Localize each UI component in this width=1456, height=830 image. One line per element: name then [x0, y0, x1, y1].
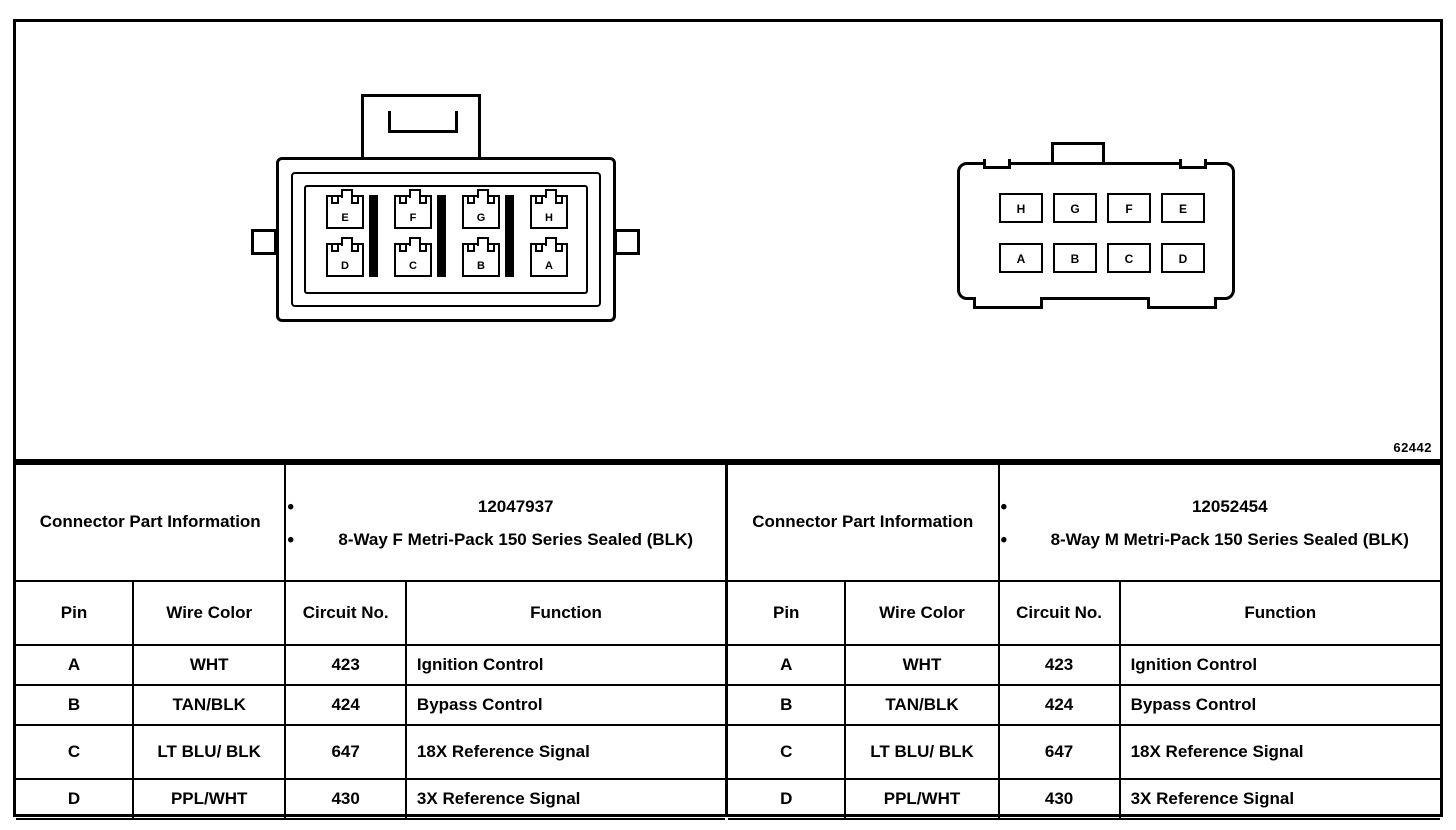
male-pin-cavity-F: F — [1107, 193, 1151, 223]
cell-function: 18X Reference Signal — [406, 725, 725, 779]
male-connector-drawing — [931, 127, 1261, 347]
column-header-wire-color: Wire Color — [845, 581, 998, 645]
male-connector-notch-left — [983, 159, 1011, 169]
cell-circuit-no: 430 — [285, 779, 406, 819]
cell-pin: A — [728, 645, 845, 685]
column-header-pin: Pin — [728, 581, 845, 645]
cell-wire-color: WHT — [845, 645, 998, 685]
cavity-notch-icon — [341, 189, 353, 198]
cavity-ear-left-icon — [399, 195, 407, 204]
cell-wire-color: PPL/WHT — [133, 779, 285, 819]
male-pin-cavity-H: H — [999, 193, 1043, 223]
female-pin-label-G: G — [476, 212, 486, 224]
cell-circuit-no: 647 — [999, 725, 1120, 779]
cavity-ear-left-icon — [467, 195, 475, 204]
male-pin-cavity-D: D — [1161, 243, 1205, 273]
male-connector-body — [957, 162, 1235, 300]
cell-pin: C — [16, 725, 133, 779]
table-row — [728, 645, 1440, 685]
part-description: • 8-Way F Metri-Pack 150 Series Sealed (BLK) — [306, 529, 725, 552]
column-header-circuit-no: Circuit No. — [999, 581, 1120, 645]
female-pin-label-A: A — [545, 260, 553, 272]
part-description: • 8-Way M Metri-Pack 150 Series Sealed (BLK) — [1020, 529, 1440, 552]
cell-pin: D — [728, 779, 845, 819]
cavity-notch-icon — [341, 237, 353, 246]
cell-circuit-no: 647 — [285, 725, 406, 779]
table-row — [728, 779, 1440, 819]
cell-wire-color: PPL/WHT — [845, 779, 998, 819]
connector-part-information-label: Connector Part Information — [16, 465, 285, 581]
cavity-ear-left-icon — [399, 243, 407, 252]
cell-pin: B — [728, 685, 845, 725]
female-connector-side-ear-right — [614, 229, 640, 255]
cell-wire-color: TAN/BLK — [133, 685, 285, 725]
cell-function: Ignition Control — [406, 645, 725, 685]
column-header-pin: Pin — [16, 581, 133, 645]
cell-pin: C — [728, 725, 845, 779]
female-pin-label-F: F — [409, 212, 417, 224]
cavity-notch-icon — [409, 189, 421, 198]
cell-pin: A — [16, 645, 133, 685]
cell-wire-color: LT BLU/ BLK — [845, 725, 998, 779]
cavity-notch-icon — [545, 237, 557, 246]
female-pin-label-E: E — [341, 212, 349, 224]
female-connector-divider-1 — [369, 195, 378, 277]
column-header-function: Function — [1120, 581, 1440, 645]
female-connector-table — [16, 465, 728, 814]
cavity-notch-icon — [409, 237, 421, 246]
cell-circuit-no: 424 — [999, 685, 1120, 725]
connector-part-information-label: Connector Part Information — [728, 465, 999, 581]
female-pin-cavity-A — [530, 243, 568, 277]
cell-wire-color: LT BLU/ BLK — [133, 725, 285, 779]
cell-wire-color: TAN/BLK — [845, 685, 998, 725]
female-connector-body — [276, 157, 616, 322]
female-pin-label-H: H — [545, 212, 553, 224]
connector-part-information-values — [999, 465, 1440, 581]
cell-function: Bypass Control — [406, 685, 725, 725]
table-row — [16, 779, 725, 819]
cavity-notch-icon — [477, 189, 489, 198]
female-connector-latch-notch — [388, 111, 458, 133]
female-connector-latch-tab — [361, 94, 481, 162]
cell-pin: D — [16, 779, 133, 819]
female-connector-divider-3 — [505, 195, 514, 277]
male-pin-cavity-G: G — [1053, 193, 1097, 223]
cell-circuit-no: 430 — [999, 779, 1120, 819]
connector-tables — [13, 462, 1443, 817]
cell-function: 3X Reference Signal — [1120, 779, 1440, 819]
female-pin-cavity-D — [326, 243, 364, 277]
figure-number: 62442 — [1393, 440, 1432, 455]
table-row — [16, 645, 725, 685]
male-connector-foot-right — [1147, 297, 1217, 309]
male-connector-table — [728, 465, 1440, 814]
female-pin-cavity-H — [530, 195, 568, 229]
cavity-notch-icon — [477, 237, 489, 246]
cell-circuit-no: 423 — [999, 645, 1120, 685]
cell-circuit-no: 423 — [285, 645, 406, 685]
cavity-ear-left-icon — [535, 195, 543, 204]
column-header-function: Function — [406, 581, 725, 645]
cavity-ear-left-icon — [331, 195, 339, 204]
cavity-ear-left-icon — [331, 243, 339, 252]
cell-function: 18X Reference Signal — [1120, 725, 1440, 779]
male-pin-cavity-C: C — [1107, 243, 1151, 273]
table-row — [728, 725, 1440, 779]
cell-wire-color: WHT — [133, 645, 285, 685]
table-row — [728, 685, 1440, 725]
female-pin-cavity-E — [326, 195, 364, 229]
female-pin-label-B: B — [477, 260, 485, 272]
connector-part-information-values — [285, 465, 725, 581]
cell-function: Ignition Control — [1120, 645, 1440, 685]
part-number: • 12052454 — [1020, 496, 1440, 519]
female-pin-label-D: D — [341, 260, 349, 272]
table-row — [16, 685, 725, 725]
cell-function: 3X Reference Signal — [406, 779, 725, 819]
female-pin-cavity-B — [462, 243, 500, 277]
cell-pin: B — [16, 685, 133, 725]
cell-function: Bypass Control — [1120, 685, 1440, 725]
column-header-circuit-no: Circuit No. — [285, 581, 406, 645]
female-pin-cavity-F — [394, 195, 432, 229]
female-connector-side-ear-left — [251, 229, 277, 255]
cavity-ear-left-icon — [467, 243, 475, 252]
female-pin-cavity-G — [462, 195, 500, 229]
cavity-notch-icon — [545, 189, 557, 198]
female-pin-cavity-C — [394, 243, 432, 277]
male-pin-cavity-B: B — [1053, 243, 1097, 273]
male-connector-foot-left — [973, 297, 1043, 309]
female-connector-drawing — [231, 77, 661, 357]
cavity-ear-left-icon — [535, 243, 543, 252]
part-number: • 12047937 — [306, 496, 725, 519]
male-pin-cavity-A: A — [999, 243, 1043, 273]
column-header-wire-color: Wire Color — [133, 581, 285, 645]
connector-illustration-panel — [13, 19, 1443, 462]
male-pin-cavity-E: E — [1161, 193, 1205, 223]
male-connector-notch-right — [1179, 159, 1207, 169]
cell-circuit-no: 424 — [285, 685, 406, 725]
table-row — [16, 725, 725, 779]
female-connector-divider-2 — [437, 195, 446, 277]
female-pin-label-C: C — [409, 260, 417, 272]
